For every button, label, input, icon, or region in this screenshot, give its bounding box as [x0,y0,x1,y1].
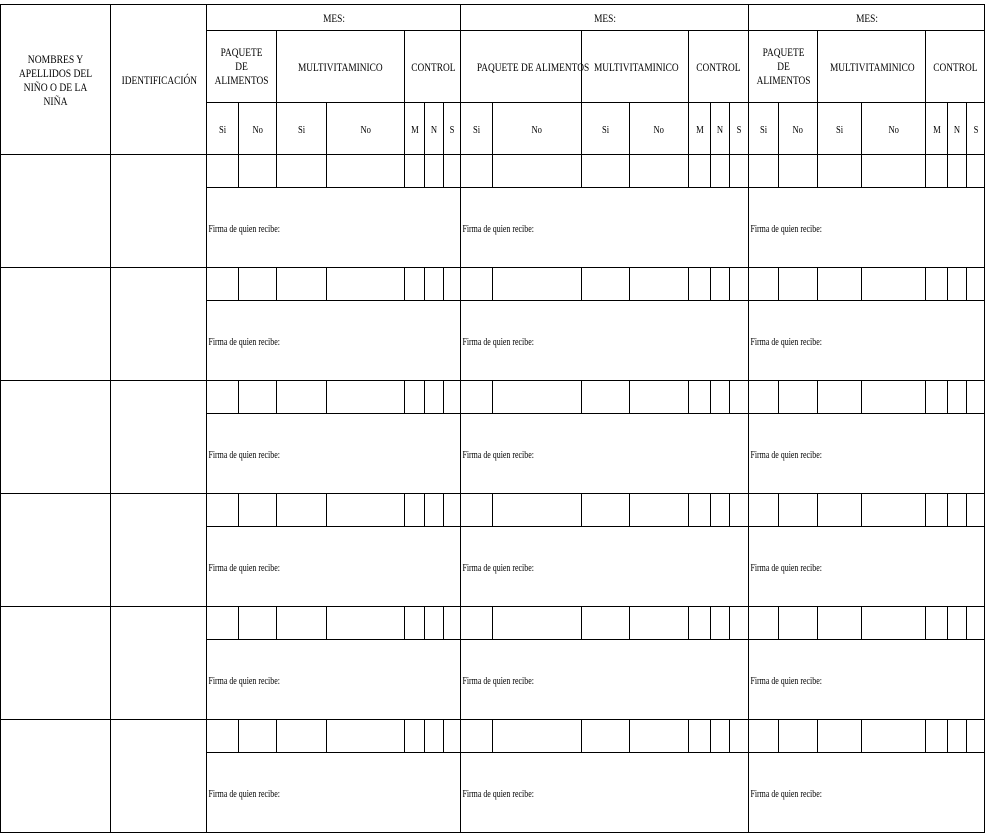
month-1-paquete-no-cell[interactable] [239,720,277,753]
month-3-paquete-no-cell[interactable] [779,155,818,188]
month-1-multi-si-cell[interactable] [277,607,327,640]
month-2-control-n-cell[interactable] [711,155,730,188]
signature-field[interactable] [749,527,985,607]
month-1-multi-si-cell[interactable] [277,268,327,301]
month-1-multi-si-cell[interactable] [277,494,327,527]
month-3-multi-no-cell[interactable] [862,381,926,414]
month-2-paquete-si: Si [461,103,493,155]
month-2-control-s: S [730,103,749,155]
signature-field[interactable] [207,414,461,494]
table-row [1,720,985,753]
month-3-multi-si-cell[interactable] [818,720,862,753]
signature-field[interactable] [461,753,749,833]
month-1-multi-no-cell[interactable] [327,268,405,301]
month-2-paquete-no-cell[interactable] [493,155,582,188]
month-3-control-n-cell[interactable] [948,268,967,301]
signature-label: Firma de quien recibe: [750,448,822,461]
month-1-control-m-cell[interactable] [405,720,425,753]
month-1-control-s-cell[interactable] [444,720,461,753]
month-1-multi-no: No [327,103,405,155]
month-3-paquete-si-cell[interactable] [749,720,779,753]
month-1-paquete-no-cell[interactable] [239,607,277,640]
month-3-control-n: N [948,103,967,155]
month-1-paquete-si-cell[interactable] [207,494,239,527]
month-1-paquete-no-cell[interactable] [239,268,277,301]
signature-field[interactable] [207,188,461,268]
child-name-cell[interactable] [1,268,111,381]
signature-label: Firma de quien recibe: [462,561,534,574]
month-1-control-header: CONTROL [405,31,461,103]
month-2-multi-si: Si [582,103,630,155]
month-1-control-m: M [405,103,425,155]
month-2-multi-si-cell[interactable] [582,720,630,753]
month-2-multi-si-cell[interactable] [582,494,630,527]
month-2-paquete-header: PAQUETE DE ALIMENTOS [461,31,582,103]
identification-cell[interactable] [111,607,207,720]
month-1-multi-no-cell[interactable] [327,720,405,753]
month-2-multi-si-cell[interactable] [582,381,630,414]
month-1-control-n-cell[interactable] [425,268,444,301]
month-3-multi-si-cell[interactable] [818,607,862,640]
signature-label: Firma de quien recibe: [750,335,822,348]
month-3-paquete-si-cell[interactable] [749,155,779,188]
month-3-control-m-cell[interactable] [926,494,948,527]
month-3-control-s-cell[interactable] [967,720,985,753]
month-3-control-n-cell[interactable] [948,381,967,414]
month-2-control-m-cell[interactable] [689,607,711,640]
month-2-paquete-si-cell[interactable] [461,720,493,753]
month-3-control-m-cell[interactable] [926,155,948,188]
month-2-multi-no-cell[interactable] [630,155,689,188]
col-header-identificacion: IDENTIFICACIÓN [111,5,207,155]
month-3-multi-no-cell[interactable] [862,494,926,527]
month-2-paquete-no-cell[interactable] [493,607,582,640]
month-1-paquete-no: No [239,103,277,155]
month-2-multi-no: No [630,103,689,155]
month-1-control-m-cell[interactable] [405,494,425,527]
month-2-multi-no-cell[interactable] [630,268,689,301]
month-3-multi-si: Si [818,103,862,155]
identification-cell[interactable] [111,268,207,381]
signature-field[interactable] [461,640,749,720]
month-3-multi-si-cell[interactable] [818,381,862,414]
month-2-control-s-cell[interactable] [730,381,749,414]
signature-label: Firma de quien recibe: [208,561,280,574]
month-3-control-n-cell[interactable] [948,155,967,188]
signature-label: Firma de quien recibe: [462,674,534,687]
month-1-control-s-cell[interactable] [444,155,461,188]
month-2-multi-si-cell[interactable] [582,268,630,301]
table-row [1,381,985,414]
delivery-control-table [0,4,985,833]
month-2-paquete-no-cell[interactable] [493,720,582,753]
month-3-control-n-cell[interactable] [948,494,967,527]
month-3-multi-no-cell[interactable] [862,607,926,640]
month-1-control-n: N [425,103,444,155]
month-2-control-s-cell[interactable] [730,494,749,527]
signature-label: Firma de quien recibe: [208,335,280,348]
month-2-control-m-cell[interactable] [689,155,711,188]
month-3-multi-no-cell[interactable] [862,720,926,753]
child-name-cell[interactable] [1,155,111,268]
child-name-cell[interactable] [1,381,111,494]
signature-field[interactable] [207,753,461,833]
identification-cell[interactable] [111,155,207,268]
signature-label: Firma de quien recibe: [208,787,280,800]
month-2-multi-si-cell[interactable] [582,155,630,188]
month-3-control-s-cell[interactable] [967,494,985,527]
month-2-multi-no-cell[interactable] [630,607,689,640]
month-2-paquete-si-cell[interactable] [461,268,493,301]
month-1-paquete-no-cell[interactable] [239,155,277,188]
signature-label: Firma de quien recibe: [750,561,822,574]
month-1-multi-no-cell[interactable] [327,155,405,188]
month-2-control-n-cell[interactable] [711,720,730,753]
signature-field[interactable] [461,414,749,494]
month-3-multi-no: No [862,103,926,155]
month-3-control-s: S [967,103,985,155]
month-1-paquete-si-cell[interactable] [207,607,239,640]
month-1-control-s: S [444,103,461,155]
month-1-control-n-cell[interactable] [425,720,444,753]
month-1-multi-si: Si [277,103,327,155]
month-1-paquete-no-cell[interactable] [239,381,277,414]
month-3-control-n-cell[interactable] [948,607,967,640]
month-1-paquete-no-cell[interactable] [239,494,277,527]
month-3-paquete-si-cell[interactable] [749,607,779,640]
month-3-multivitaminico-header: MULTIVITAMINICO [818,31,926,103]
signature-field[interactable] [749,301,985,381]
month-2-multi-no-cell[interactable] [630,381,689,414]
month-1-label: MES: [207,5,461,31]
signature-label: Firma de quien recibe: [208,448,280,461]
month-1-control-s-cell[interactable] [444,268,461,301]
month-1-control-m-cell[interactable] [405,268,425,301]
month-3-multi-si-cell[interactable] [818,494,862,527]
month-3-paquete-no-cell[interactable] [779,720,818,753]
child-name-cell[interactable] [1,720,111,833]
signature-field[interactable] [461,301,749,381]
signature-field[interactable] [749,640,985,720]
month-3-control-m-cell[interactable] [926,607,948,640]
month-2-multivitaminico-header: MULTIVITAMINICO [582,31,689,103]
month-3-control-m-cell[interactable] [926,268,948,301]
month-2-control-m-cell[interactable] [689,494,711,527]
month-3-control-n-cell[interactable] [948,720,967,753]
month-3-paquete-si: Si [749,103,779,155]
month-3-control-m: M [926,103,948,155]
month-2-control-s-cell[interactable] [730,607,749,640]
month-3-paquete-si-cell[interactable] [749,381,779,414]
month-3-paquete-no: No [779,103,818,155]
month-2-control-s-cell[interactable] [730,155,749,188]
month-2-control-header: CONTROL [689,31,749,103]
month-1-control-s-cell[interactable] [444,607,461,640]
month-2-control-n-cell[interactable] [711,381,730,414]
col-header-names: NOMBRES Y APELLIDOS DEL NIÑO O DE LA NIÑA [1,5,111,155]
table-row [1,494,985,527]
signature-field[interactable] [207,640,461,720]
table-row [1,155,985,188]
month-3-paquete-no-cell[interactable] [779,268,818,301]
month-3-paquete-no-cell[interactable] [779,494,818,527]
identification-cell[interactable] [111,381,207,494]
month-1-multi-no-cell[interactable] [327,381,405,414]
month-2-paquete-si-cell[interactable] [461,381,493,414]
month-1-multi-si-cell[interactable] [277,381,327,414]
signature-label: Firma de quien recibe: [208,222,280,235]
signature-label: Firma de quien recibe: [750,674,822,687]
month-1-paquete-si-cell[interactable] [207,268,239,301]
signature-field[interactable] [749,414,985,494]
month-3-control-s-cell[interactable] [967,607,985,640]
month-3-control-m-cell[interactable] [926,720,948,753]
month-3-label: MES: [749,5,985,31]
signature-field[interactable] [749,753,985,833]
month-1-control-m-cell[interactable] [405,607,425,640]
child-name-cell[interactable] [1,607,111,720]
month-3-control-s-cell[interactable] [967,155,985,188]
month-1-paquete-si-cell[interactable] [207,155,239,188]
month-3-control-s-cell[interactable] [967,381,985,414]
month-2-paquete-no-cell[interactable] [493,268,582,301]
month-1-paquete-si: Si [207,103,239,155]
table-row [1,268,985,301]
month-3-paquete-si-cell[interactable] [749,268,779,301]
month-2-multi-si-cell[interactable] [582,607,630,640]
month-1-control-m-cell[interactable] [405,381,425,414]
signature-label: Firma de quien recibe: [462,787,534,800]
signature-label: Firma de quien recibe: [462,222,534,235]
month-1-multi-no-cell[interactable] [327,494,405,527]
month-1-control-s-cell[interactable] [444,381,461,414]
month-3-paquete-si-cell[interactable] [749,494,779,527]
signature-field[interactable] [207,301,461,381]
signature-label: Firma de quien recibe: [462,335,534,348]
month-3-paquete-no-cell[interactable] [779,381,818,414]
month-2-control-s-cell[interactable] [730,268,749,301]
month-2-control-m-cell[interactable] [689,720,711,753]
signature-field[interactable] [749,188,985,268]
month-2-label: MES: [461,5,749,31]
identification-cell[interactable] [111,720,207,833]
signature-label: Firma de quien recibe: [208,674,280,687]
child-name-cell[interactable] [1,494,111,607]
month-2-paquete-si-cell[interactable] [461,155,493,188]
month-3-multi-no-cell[interactable] [862,268,926,301]
month-1-paquete-si-cell[interactable] [207,381,239,414]
month-2-control-s-cell[interactable] [730,720,749,753]
month-2-control-m-cell[interactable] [689,268,711,301]
month-2-control-n-cell[interactable] [711,494,730,527]
identification-cell[interactable] [111,494,207,607]
month-1-control-s-cell[interactable] [444,494,461,527]
month-1-control-n-cell[interactable] [425,607,444,640]
month-1-control-n-cell[interactable] [425,494,444,527]
month-3-control-s-cell[interactable] [967,268,985,301]
month-3-paquete-header: PAQUETE DE ALIMENTOS [749,31,818,103]
month-2-control-m-cell[interactable] [689,381,711,414]
month-3-multi-no-cell[interactable] [862,155,926,188]
signature-field[interactable] [207,527,461,607]
signature-field[interactable] [461,527,749,607]
month-2-paquete-no-cell[interactable] [493,494,582,527]
month-2-control-n: N [711,103,730,155]
month-1-control-m-cell[interactable] [405,155,425,188]
table-row [1,607,985,640]
signature-field[interactable] [461,188,749,268]
month-2-paquete-no: No [493,103,582,155]
month-2-paquete-si-cell[interactable] [461,607,493,640]
month-2-multi-no-cell[interactable] [630,494,689,527]
month-2-control-m: M [689,103,711,155]
month-1-control-n-cell[interactable] [425,381,444,414]
month-1-paquete-header: PAQUETE DE ALIMENTOS [207,31,277,103]
month-3-paquete-no-cell[interactable] [779,607,818,640]
month-2-paquete-no-cell[interactable] [493,381,582,414]
month-2-control-n-cell[interactable] [711,268,730,301]
month-2-control-n-cell[interactable] [711,607,730,640]
month-1-paquete-si-cell[interactable] [207,720,239,753]
month-1-multivitaminico-header: MULTIVITAMINICO [277,31,405,103]
month-1-multi-si-cell[interactable] [277,155,327,188]
signature-label: Firma de quien recibe: [750,787,822,800]
month-3-control-m-cell[interactable] [926,381,948,414]
month-1-control-n-cell[interactable] [425,155,444,188]
month-2-multi-no-cell[interactable] [630,720,689,753]
month-2-paquete-si-cell[interactable] [461,494,493,527]
signature-label: Firma de quien recibe: [462,448,534,461]
signature-label: Firma de quien recibe: [750,222,822,235]
month-3-control-header: CONTROL [926,31,985,103]
month-3-multi-si-cell[interactable] [818,268,862,301]
header-row-month [1,5,985,31]
month-1-multi-no-cell[interactable] [327,607,405,640]
month-3-multi-si-cell[interactable] [818,155,862,188]
month-1-multi-si-cell[interactable] [277,720,327,753]
